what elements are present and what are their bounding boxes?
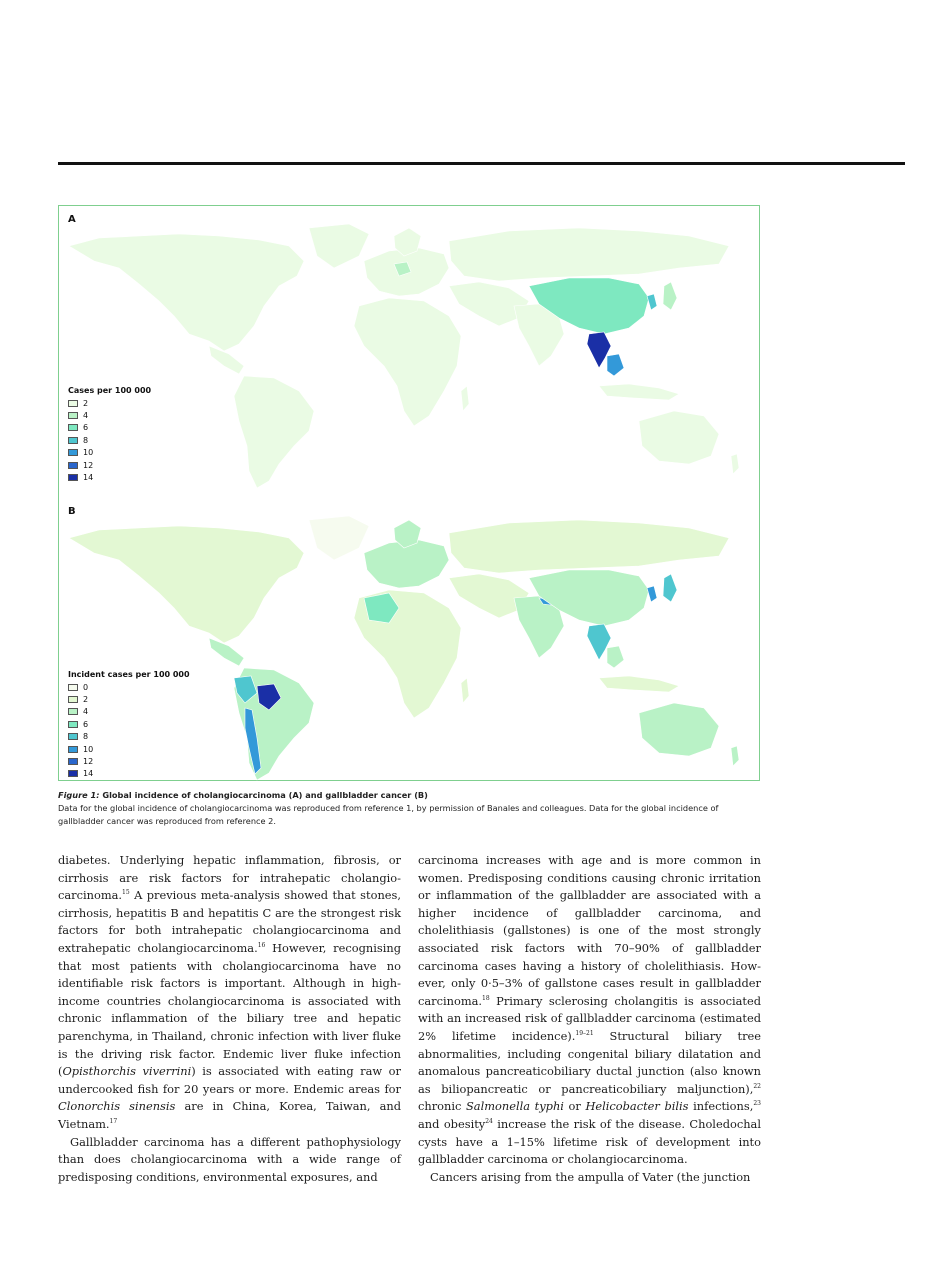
map-new-zealand xyxy=(731,454,739,474)
a-legend-swatch xyxy=(68,474,78,481)
b-legend-row xyxy=(68,681,190,693)
species-name: Opisthorchis viverrini xyxy=(62,1064,192,1079)
b-legend-label: 2 xyxy=(83,695,89,705)
text-run: diabetes. Underlying hepatic inflammation, fibrosis, or cirrhosis are risk factors for intrahepatic cholangiocarcinoma. xyxy=(58,853,401,903)
map-southeast-asia xyxy=(607,354,624,376)
map-b-north-america xyxy=(69,526,304,643)
a-legend-row xyxy=(68,447,151,459)
map-africa xyxy=(354,298,461,426)
a-legend-label: 10 xyxy=(83,448,94,458)
species-name: Clonorchis sinensis xyxy=(58,1099,176,1114)
a-legend-swatch xyxy=(68,424,78,431)
map-japan xyxy=(663,282,677,310)
text-run: or xyxy=(563,1099,586,1114)
a-legend-swatch xyxy=(68,449,78,456)
a-legend-swatch xyxy=(68,437,78,444)
text-run: and obesity xyxy=(418,1116,486,1131)
map-korea xyxy=(647,294,657,310)
map-north-america xyxy=(69,234,304,351)
map-b-korea xyxy=(647,586,657,602)
map-b-japan xyxy=(663,574,677,602)
a-legend-swatch xyxy=(68,400,78,407)
text-run: ) is associated with eating raw or undercooked fish for 20 years or more. Endemic areas for xyxy=(58,1064,401,1096)
reference-superscript: 24 xyxy=(485,1118,493,1126)
b-legend-swatch xyxy=(68,684,78,691)
b-legend-row xyxy=(68,693,190,705)
b-legend-label: 6 xyxy=(83,719,89,729)
a-legend-row xyxy=(68,422,151,434)
b-legend-row xyxy=(68,768,190,780)
map-central-america xyxy=(209,346,244,374)
map-b-central-america xyxy=(209,638,244,666)
legend-a-title: Cases per 100 000 xyxy=(68,386,152,395)
text-column-right xyxy=(418,852,761,1186)
b-legend-label: 12 xyxy=(83,757,94,767)
a-legend-label: 6 xyxy=(83,423,89,433)
map-b-australia xyxy=(639,703,719,756)
reference-superscript: 22 xyxy=(753,1082,761,1090)
map-b-north-asia xyxy=(449,520,729,573)
reference-superscript: 19–21 xyxy=(575,1030,594,1038)
panel-letter-b: B xyxy=(68,506,76,517)
reference-superscript: 23 xyxy=(753,1100,761,1108)
top-rule xyxy=(58,162,905,165)
b-legend-swatch xyxy=(68,721,78,728)
map-north-asia xyxy=(449,228,729,281)
text-run: chronic xyxy=(418,1099,466,1114)
text-run: are in China, Korea, Taiwan, and Vietnam. xyxy=(58,1099,401,1131)
left-paragraph-2: Gallbladder carcinoma has a different pathophysiology than does cholangiocarcinoma with a wide range of predisposing conditions, environmental exposures, and xyxy=(58,1134,401,1184)
map-south-america xyxy=(234,376,314,488)
legend-a xyxy=(68,386,151,484)
b-legend-label: 14 xyxy=(83,769,94,779)
text-run: carcinoma increases with age and is more common in women. Predisposing conditions causing chronic irritation or inflammation of the gallbladder are associated with a higher incidence of gallbladder carcinoma, and cholelithiasis (gallstones) is one of the most strongly associated risk factors with 70–90% of gallbladder carcinoma cases having a history of cholelithiasis. However, only 0·5–3% of gallstone cases result in gallbladder carcinoma. xyxy=(418,853,761,1008)
legend-b-title: Incident cases per 100 000 xyxy=(68,670,190,679)
b-legend-row xyxy=(68,718,190,730)
a-legend-row xyxy=(68,471,151,483)
map-b-southeast-asia xyxy=(607,646,624,668)
b-legend-row xyxy=(68,731,190,743)
a-legend-label: 14 xyxy=(83,473,94,483)
caption-title: Global incidence of cholangiocarcinoma (A) and gallbladder cancer (B) xyxy=(102,790,428,800)
b-legend-swatch xyxy=(68,733,78,740)
text-column-left xyxy=(58,852,401,1186)
text-run: Primary sclerosing cholangitis is associated with an increased risk of gallbladder carcinoma (estimated 2% lifetime incidence). xyxy=(418,993,761,1043)
a-legend-label: 12 xyxy=(83,460,94,470)
figure-caption xyxy=(58,789,758,828)
text-run: A previous meta-analysis showed that stones, cirrhosis, hepatitis B and hepatitis C are the strongest risk factors for both intrahepatic cholangiocarcinoma and extrahepatic cholangiocarcinoma. xyxy=(58,888,401,955)
reference-superscript: 15 xyxy=(122,889,130,897)
figure-1 xyxy=(58,205,760,781)
b-legend-label: 4 xyxy=(83,707,89,717)
a-legend-swatch xyxy=(68,462,78,469)
panel-b xyxy=(59,498,759,782)
world-map-cholangiocarcinoma xyxy=(59,206,759,496)
map-b-indonesia xyxy=(599,676,679,692)
right-paragraph-1 xyxy=(418,852,761,1169)
b-legend-swatch xyxy=(68,758,78,765)
caption-text: Data for the global incidence of cholangiocarcinoma was reproduced from reference 1, by permission of Banales and colleagues. Data for the global incidence of gallbladder cancer was reproduced from reference 2. xyxy=(58,803,719,826)
b-legend-swatch xyxy=(68,696,78,703)
b-legend-row xyxy=(68,743,190,755)
map-b-greenland xyxy=(309,516,369,560)
b-legend-swatch xyxy=(68,708,78,715)
map-b-madagascar xyxy=(461,678,469,703)
a-legend-row xyxy=(68,434,151,446)
b-legend-swatch xyxy=(68,770,78,777)
right-paragraph-2: Cancers arising from the ampulla of Vater (the junction xyxy=(430,1169,751,1184)
a-legend-row xyxy=(68,397,151,409)
legend-b xyxy=(68,670,190,780)
text-run: infections, xyxy=(688,1099,754,1114)
b-legend-label: 0 xyxy=(83,682,89,692)
text-run: increase the risk of the disease. Choledochal cysts have a 1–15% lifetime risk of development into gallbladder carcinoma or cholangiocarcinoma. xyxy=(418,1116,761,1167)
b-legend-label: 8 xyxy=(83,732,89,742)
b-legend-row xyxy=(68,755,190,767)
panel-letter-a: A xyxy=(68,214,76,225)
a-legend-row xyxy=(68,409,151,421)
b-legend-row xyxy=(68,706,190,718)
text-run: However, recognising that most patients with cholangiocarcinoma have no identifiable risk factors is important. Although in high-income countries cholangiocarcinoma is associated with chronic inflammation of the biliary tree and hepatic parenchyma, in Thailand, chronic infection with liver fluke is the driving risk factor. Endemic liver fluke infection ( xyxy=(58,940,401,1079)
a-legend-label: 8 xyxy=(83,435,89,445)
map-madagascar xyxy=(461,386,469,411)
reference-superscript: 17 xyxy=(109,1118,118,1126)
map-b-new-zealand xyxy=(731,746,739,766)
map-greenland xyxy=(309,224,369,268)
species-name: Helicobacter bilis xyxy=(585,1099,689,1114)
caption-title-line xyxy=(58,789,758,802)
a-legend-row xyxy=(68,459,151,471)
a-legend-swatch xyxy=(68,412,78,419)
panel-a xyxy=(59,206,759,496)
reference-superscript: 16 xyxy=(257,942,266,950)
species-name: Salmonella typhi xyxy=(465,1099,564,1114)
a-legend-label: 2 xyxy=(83,398,89,408)
caption-label: Figure 1: xyxy=(58,790,100,800)
b-legend-swatch xyxy=(68,746,78,753)
text-run: Structural biliary tree abnormalities, including congenital biliary dilatation and anomalous pancreaticobiliary ductal junction (also known as biliopancreatic or pancreaticobiliary maljunction), xyxy=(418,1028,761,1096)
left-paragraph-1 xyxy=(58,852,401,1134)
map-australia xyxy=(639,411,719,464)
a-legend-label: 4 xyxy=(83,411,89,421)
map-indonesia xyxy=(599,384,679,400)
b-legend-label: 10 xyxy=(83,744,94,754)
reference-superscript: 18 xyxy=(482,994,490,1002)
